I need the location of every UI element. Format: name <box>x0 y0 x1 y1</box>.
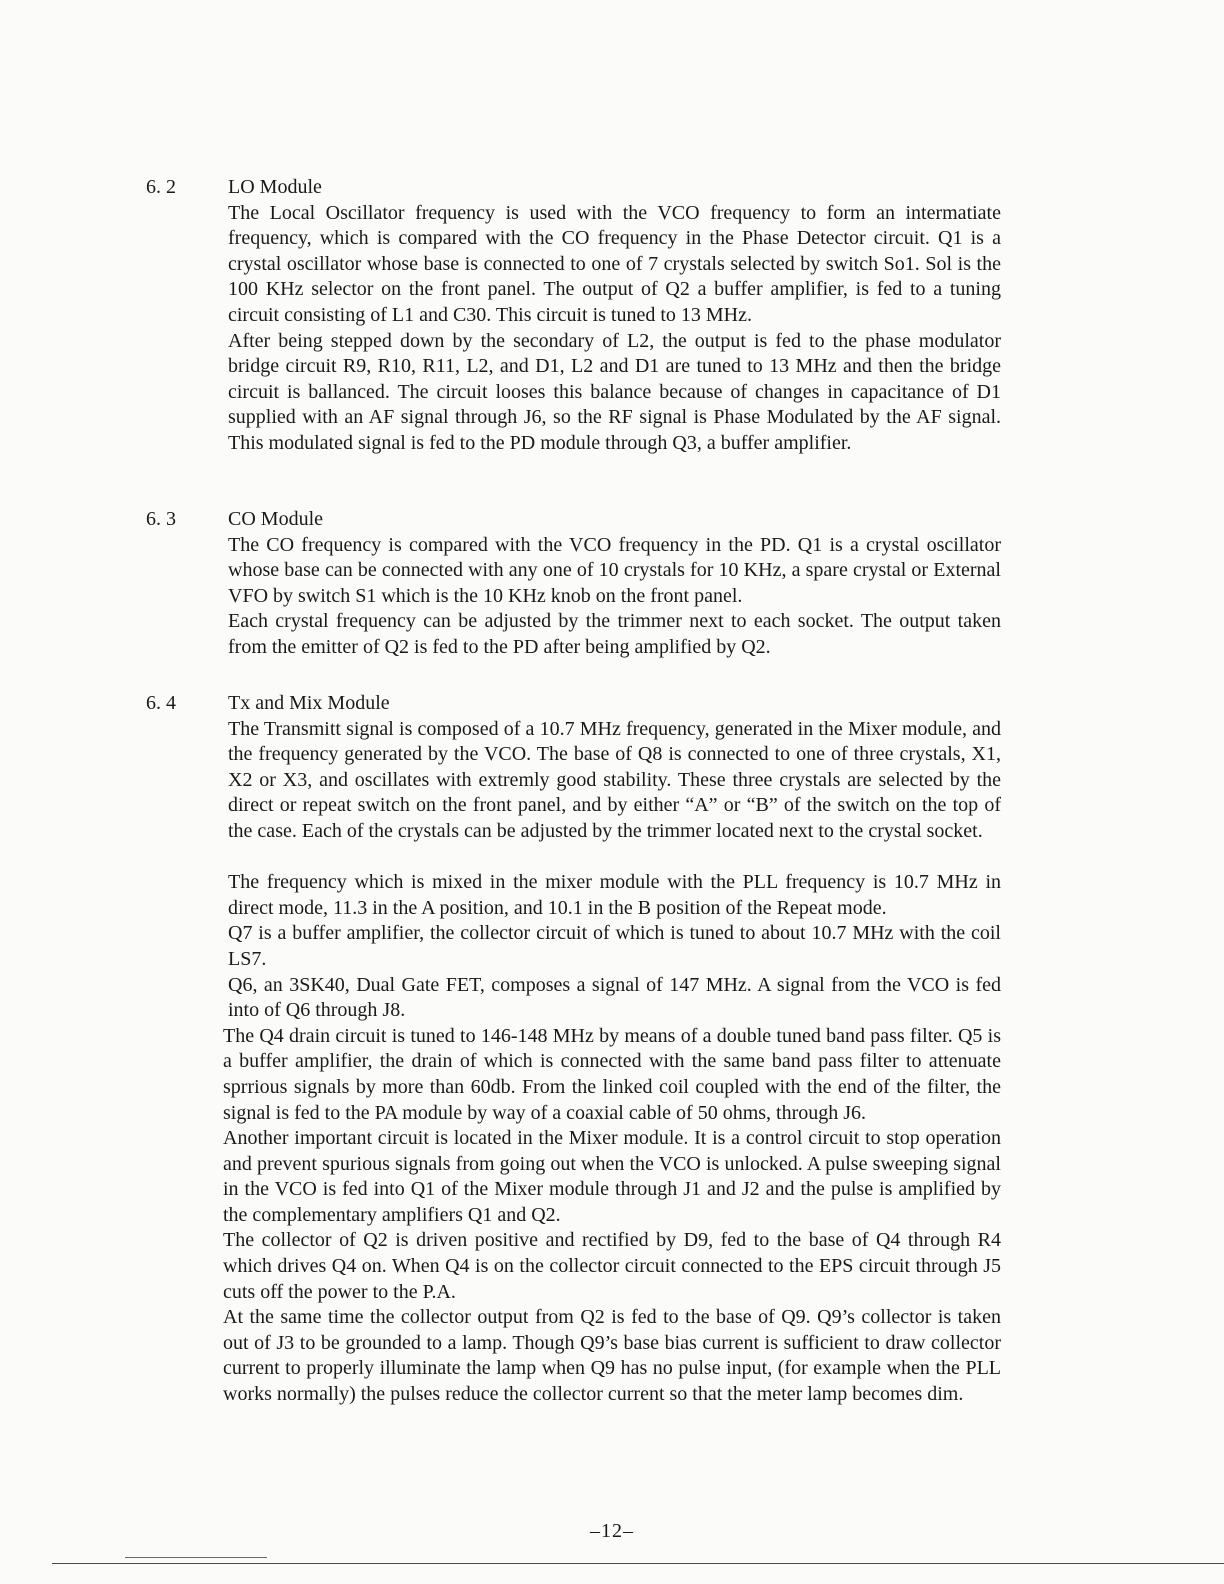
paragraph: Q6, an 3SK40, Dual Gate FET, composes a signal of 147 MHz. A signal from the VCO is fed into of Q6 through J8. <box>228 973 1001 1022</box>
paragraph: The collector of Q2 is driven positive and rectified by D9, fed to the base of Q4 through R4 which drives Q4 on. When Q4 is on the collector circuit connected to the EPS circuit through J5 cuts off the power to the P.A. <box>223 1229 1001 1303</box>
paragraph: At the same time the collector output from Q2 is fed to the base of Q9. Q9’s collector is taken out of J3 to be grounded to a lamp. Though Q9’s base bias current is sufficient to draw collector current to properly illuminate the lamp when Q9 has no pulse input, (for example when the PLL works normally) the pulses reduce the collector current so that the meter lamp becomes dim. <box>223 1306 1001 1406</box>
paragraph: The Transmitt signal is composed of a 10.7 MHz frequency, generated in the Mixer module, and the frequency generated by the VCO. The base of Q8 is connected to one of three crystals, X1, X2 or X3, and oscillates with extremly good stability. These three crystals are selected by the direct or repeat switch on the front panel, and by either “A” or “B” of the switch on the top of the case. Each of the crystals can be adjusted by the trimmer located next to the crystal socket. <box>228 717 1001 842</box>
section-heading: LO Module <box>228 176 322 198</box>
paragraph: Another important circuit is located in the Mixer module. It is a control circuit to stop operation and prevent spurious signals from going out when the VCO is unlocked. A pulse sweeping signal in the VCO is fed into Q1 of the Mixer module through J1 and J2 and the pulse is amplified by the complementary amplifiers Q1 and Q2. <box>223 1127 1001 1226</box>
section-heading: CO Module <box>228 508 323 530</box>
section-number: 6. 3 <box>146 508 176 530</box>
section-number: 6. 4 <box>146 692 176 714</box>
paragraph: After being stepped down by the secondary of L2, the output is fed to the phase modulator bridge circuit R9, R10, R11, L2, and D1, L2 and D1 are tuned to 13 MHz and then the bridge circuit is ballanced. The circuit looses this balance because of changes in capacitance of D1 supplied with an AF signal through J6, so the RF signal is Phase Modulated by the AF signal. This modulated signal is fed to the PD module through Q3, a buffer amplifier. <box>228 329 1001 454</box>
section-body <box>228 175 1001 457</box>
section-body <box>223 691 1001 1408</box>
paragraph: The Q4 drain circuit is tuned to 146-148 MHz by means of a double tuned band pass filter. Q5 is a buffer amplifier, the drain of which is connected with the same band pass filter to attenuate sprrious signals by more than 60db. From the linked coil coupled with the end of the filter, the signal is fed to the PA module by way of a coaxial cable of 50 ohms, through J6. <box>223 1024 1001 1124</box>
paragraph: The CO frequency is compared with the VCO frequency in the PD. Q1 is a crystal oscillator whose base can be connected with any one of 10 crystals for 10 KHz, a spare crystal or External VFO by switch S1 which is the 10 KHz knob on the front panel. <box>228 533 1001 607</box>
paragraph: The frequency which is mixed in the mixer module with the PLL frequency is 10.7 MHz in direct mode, 11.3 in the A position, and 10.1 in the B position of the Repeat mode. <box>228 871 1001 919</box>
section-body <box>228 507 1001 661</box>
footer-short-rule <box>125 1557 267 1558</box>
paragraph: Q7 is a buffer amplifier, the collector circuit of which is tuned to about 10.7 MHz with the coil LS7. <box>228 922 1001 970</box>
page-number: –12– <box>590 1520 634 1542</box>
footer-rule <box>52 1563 1224 1564</box>
section-number: 6. 2 <box>146 176 176 198</box>
paragraph: Each crystal frequency can be adjusted by the trimmer next to each socket. The output taken from the emitter of Q2 is fed to the PD after being amplified by Q2. <box>228 610 1001 658</box>
section-heading: Tx and Mix Module <box>228 692 390 714</box>
paragraph: The Local Oscillator frequency is used with the VCO frequency to form an intermatiate frequency, which is compared with the CO frequency in the Phase Detector circuit. Q1 is a crystal oscillator whose base is connected to one of 7 crystals selected by switch So1. Sol is the 100 KHz selector on the front panel. The output of Q2 a buffer amplifier, is fed to a tuning circuit consisting of L1 and C30. This circuit is tuned to 13 MHz. <box>228 201 1001 326</box>
